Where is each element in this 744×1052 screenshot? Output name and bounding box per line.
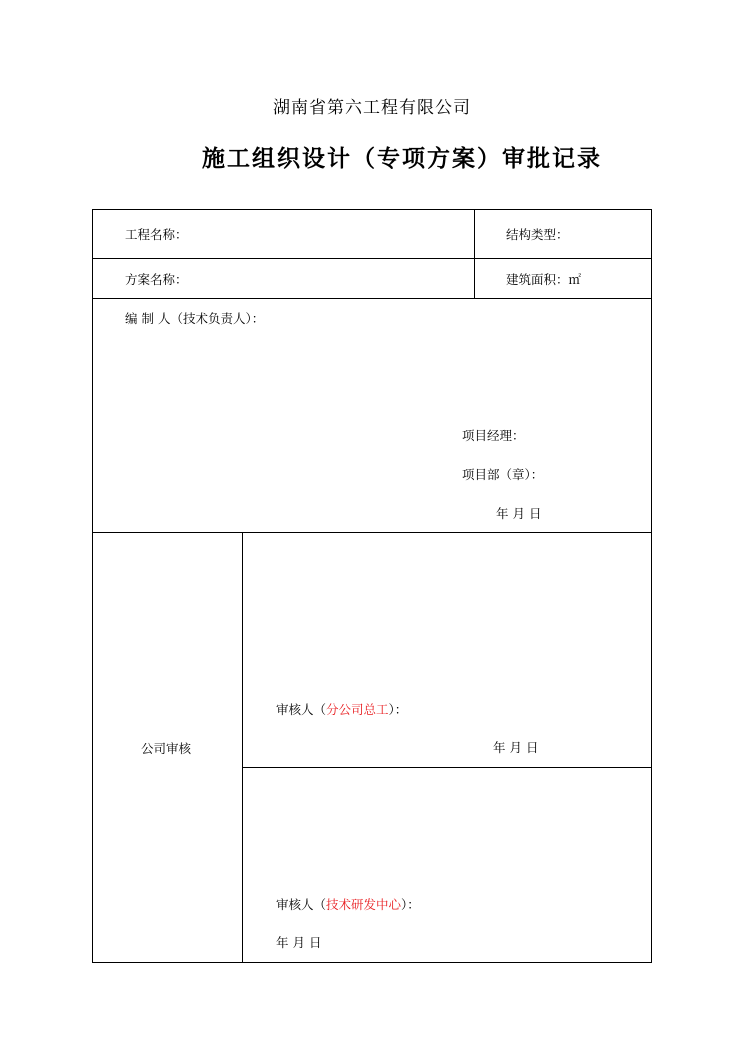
project-manager-label: 项目经理： (462, 428, 525, 443)
row-divider (93, 532, 651, 533)
row-divider (243, 767, 651, 768)
review1-date: 年 月 日 (493, 740, 539, 755)
structure-type-label: 结构类型： (506, 227, 569, 242)
row-divider (93, 298, 651, 299)
building-area-label: 建筑面积：㎡ (506, 272, 582, 287)
reviewer-role-tech: 技术研发中心 (326, 897, 402, 912)
compiler-date: 年 月 日 (496, 506, 542, 521)
plan-name-label: 方案名称： (125, 272, 188, 287)
company-name: 湖南省第六工程有限公司 (273, 98, 471, 118)
approval-table (92, 209, 652, 963)
review2-date: 年 月 日 (276, 935, 322, 950)
reviewer-tech-line (276, 897, 420, 913)
column-divider (242, 532, 243, 962)
company-review-label: 公司审核 (141, 741, 192, 756)
reviewer-branch-line (276, 702, 407, 718)
row-divider (93, 258, 651, 259)
compiler-label: 编 制 人（技术负责人）： (125, 311, 265, 326)
column-divider (474, 210, 475, 298)
reviewer-prefix: 审核人（ (276, 897, 327, 912)
form-title: 施工组织设计（专项方案）审批记录 (202, 146, 602, 172)
reviewer-role-branch: 分公司总工 (326, 702, 389, 717)
reviewer-suffix: ）： (388, 702, 408, 717)
project-name-label: 工程名称： (125, 227, 188, 242)
reviewer-suffix: ）： (401, 897, 420, 912)
reviewer-prefix: 审核人（ (276, 702, 327, 717)
project-dept-label: 项目部（章）： (462, 467, 544, 482)
